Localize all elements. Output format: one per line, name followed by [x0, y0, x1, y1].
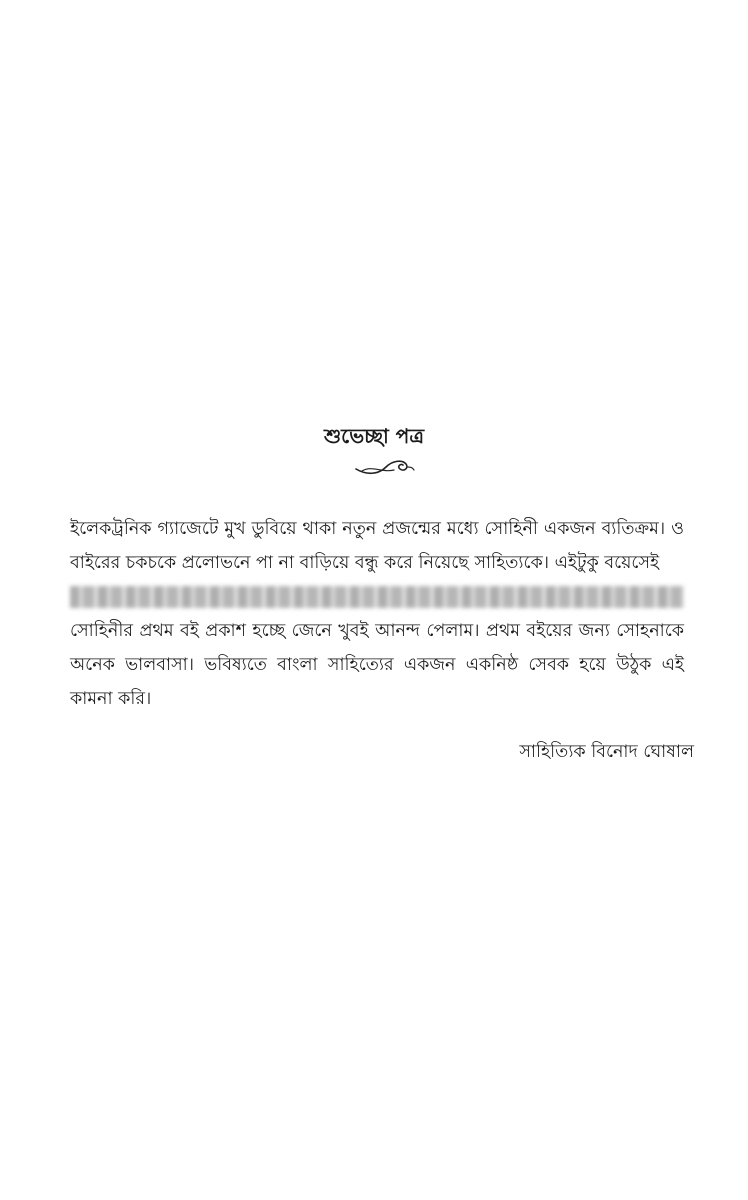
illegible-blurred-line	[70, 586, 684, 608]
letter-body	[70, 512, 684, 716]
letter-paragraph-part-1: ইলেকট্রনিক গ্যাজেটে মুখ ডুবিয়ে থাকা নতুন প্রজন্মের মধ্যে সোহিনী একজন ব্যতিক্রম। ও বাইরের চকচকে প্রলোভনে পা না বাড়িয়ে বন্ধু করে নিয়েছে সাহিত্যকে। এইটুকু বয়েসেই	[70, 519, 684, 573]
letter-title: শুভেচ্ছা পত্র	[323, 424, 425, 448]
letter-paragraph-part-2: সোহিনীর প্রথম বই প্রকাশ হচ্ছে জেনে খুবই আনন্দ পেলাম। প্রথম বইয়ের জন্য সোহনাকে অনেক ভালবাসা। ভবিষ্যতে বাংলা সাহিত্যের একজন একনিষ্ঠ সেবক হয়ে উঠুক এই কামনা করি।	[70, 621, 684, 709]
swirl-ornament-icon	[352, 455, 416, 479]
signature: সাহিত্যিক বিনোদ ঘোষাল	[519, 742, 694, 762]
